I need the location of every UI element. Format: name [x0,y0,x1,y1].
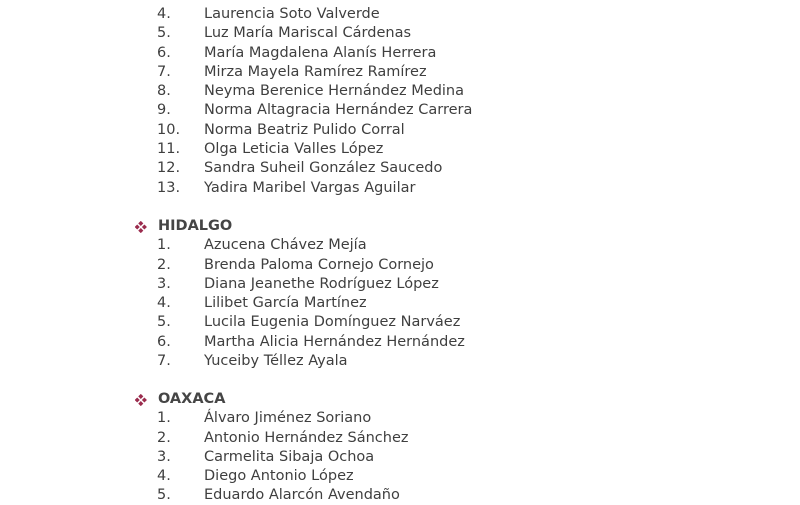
section-heading-label: HIDALGO [158,218,233,234]
list-item [0,352,800,371]
list-item [0,236,800,255]
item-name: Laurencia Soto Valverde [204,6,380,22]
item-name: Azucena Chávez Mejía [204,237,367,254]
item-number: 3. [157,275,171,292]
list-item [0,101,800,120]
item-name: Norma Altagracia Hernández Carrera [204,102,473,119]
item-number: 13. [157,179,181,196]
item-number: 5. [157,25,171,42]
item-name: Sandra Suheil González Saucedo [204,160,443,177]
item-number: 1. [157,410,171,427]
item-name: Álvaro Jiménez Soriano [204,410,372,427]
list-item [0,313,800,332]
list-item [0,256,800,275]
item-name: Eduardo Alarcón Avendaño [204,487,400,504]
list-item [0,486,800,505]
item-name: Diana Jeanethe Rodríguez López [204,275,439,292]
item-number: 2. [157,256,171,273]
item-number: 8. [157,83,171,100]
section-heading [0,217,800,236]
item-name: Mirza Mayela Ramírez Ramírez [204,63,427,80]
first-list [0,5,800,198]
item-number: 7. [157,353,171,370]
section-heading [0,390,800,409]
list-item [0,448,800,467]
list-item [0,179,800,198]
item-number: 12. [157,160,181,177]
item-name: Neyma Berenice Hernández Medina [204,83,465,100]
item-name: Olga Leticia Valles López [204,141,384,158]
item-name: María Magdalena Alanís Herrera [204,44,437,61]
list-item [0,467,800,486]
list-item [0,121,800,140]
item-number: 11. [157,141,181,158]
four-petal-diamond-bullet-icon [135,221,147,233]
item-name: Carmelita Sibaja Ochoa [204,448,375,465]
list-item [0,63,800,82]
list-item [0,5,800,24]
item-name: Lilibet García Martínez [204,295,367,312]
item-name: Diego Antonio López [204,468,354,485]
list-item [0,24,800,43]
item-number: 6. [157,44,171,61]
item-number: 3. [157,448,171,465]
item-number: 7. [157,63,171,80]
list-item [0,333,800,352]
section-heading-label: OAXACA [158,391,226,407]
list-item [0,44,800,63]
item-number: 5. [157,314,171,331]
item-name: Brenda Paloma Cornejo Cornejo [204,256,434,273]
item-number: 4. [157,295,171,312]
list-item [0,140,800,159]
item-number: 4. [157,6,171,22]
item-number: 6. [157,333,171,350]
list-item [0,82,800,101]
item-number: 2. [157,429,171,446]
item-name: Norma Beatriz Pulido Corral [204,121,405,138]
item-name: Antonio Hernández Sánchez [204,429,409,446]
four-petal-diamond-bullet-icon [135,394,147,406]
section-oaxaca [0,390,800,505]
item-name: Yadira Maribel Vargas Aguilar [204,179,416,196]
item-number: 10. [157,121,181,138]
list-item [0,429,800,448]
list-item [0,159,800,178]
item-name: Luz María Mariscal Cárdenas [204,25,412,42]
item-name: Martha Alicia Hernández Hernández [204,333,465,350]
section-hidalgo [0,217,800,371]
item-number: 9. [157,102,171,119]
item-number: 4. [157,468,171,485]
item-number: 1. [157,237,171,254]
item-name: Yuceiby Téllez Ayala [204,353,348,370]
list-item [0,275,800,294]
list-item [0,294,800,313]
list-item [0,409,800,428]
item-name: Lucila Eugenia Domínguez Narváez [204,314,461,331]
item-number: 5. [157,487,171,504]
